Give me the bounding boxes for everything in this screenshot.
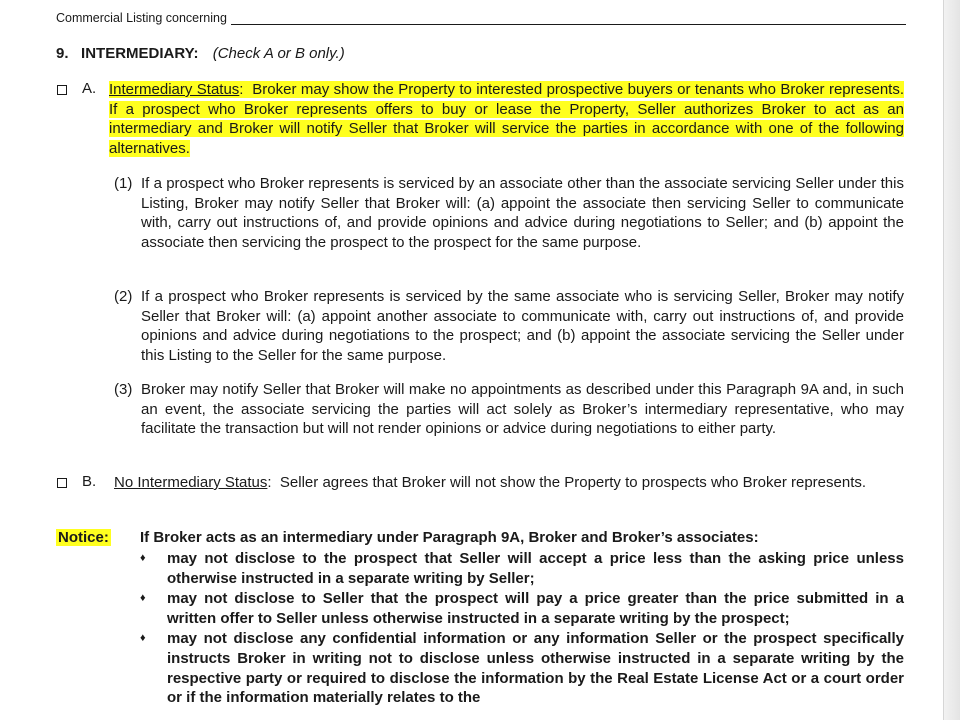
notice-bullet-item — [140, 589, 904, 628]
section-number: 9. — [56, 45, 69, 62]
alternative-3-text: Broker may notify Seller that Broker will make no appointments as described under this Paragraph 9A and, in such an event, the associate servicing the parties will act solely as Broker’s intermediary representative, who may facilitate the transaction but will not render opinions or advice during negotiations to either party. — [141, 381, 904, 438]
option-b-letter: B. — [82, 473, 97, 490]
notice-label: Notice: — [58, 529, 109, 546]
section-note: (Check A or B only.) — [212, 45, 345, 62]
header-fill-line — [231, 12, 906, 25]
diamond-bullet-icon: ♦ — [140, 592, 146, 605]
option-a-paragraph — [109, 80, 904, 158]
alternative-3 — [114, 380, 904, 460]
document-header — [56, 11, 906, 25]
alternative-1 — [114, 174, 904, 274]
option-a-text: Broker may show the Property to interested prospective buyers or tenants who Broker represents. If a prospect who Broker represents offers to buy or lease the Property, Seller authorizes Broker to act as an intermediary and Broker will notify Seller that Broker will service the parties in accordance with one of the following alternatives. — [109, 81, 904, 157]
notice-bullet-item — [140, 549, 904, 588]
option-a-heading: Intermediary Status — [109, 81, 240, 98]
alternative-2-number: (2) — [114, 288, 133, 305]
alternative-2 — [114, 287, 904, 367]
notice-bullet-list — [140, 549, 904, 709]
diamond-bullet-icon: ♦ — [140, 552, 146, 564]
option-b-paragraph — [114, 473, 904, 493]
option-b-heading: No Intermediary Status — [114, 474, 268, 491]
alternative-2-text: If a prospect who Broker represents is serviced by the same associate who is servicing Seller, Broker may notify Seller that Broker will: (a) appoint another associate to communicate with, carry out instructions of, and provide opinions and advice during negotiations to the prospect; and (b) appoint the associate servicing the Seller under this Listing to the Seller for the same purpose. — [141, 288, 904, 364]
notice-intro: If Broker acts as an intermediary under Paragraph 9A, Broker and Broker’s associates: — [140, 529, 759, 546]
header-label: Commercial Listing concerning — [56, 11, 227, 25]
option-a-letter: A. — [82, 80, 97, 97]
notice-bullet-text: may not disclose to Seller that the prospect will pay a price greater than the price submitted in a written offer to Seller unless otherwise instructed in a separate writing by the prospect; — [167, 590, 904, 627]
notice-bullet-text: may not disclose to the prospect that Seller will accept a price less than the asking price unless otherwise instructed in a separate writing by Seller; — [167, 550, 904, 587]
diamond-bullet-icon: ♦ — [140, 632, 146, 645]
section-heading: INTERMEDIARY: — [81, 45, 199, 62]
section-title — [56, 45, 345, 62]
alternative-1-number: (1) — [114, 175, 133, 192]
option-a-checkbox[interactable] — [57, 85, 67, 95]
option-b-heading-colon: : — [267, 474, 272, 491]
page-right-edge — [943, 0, 960, 720]
notice-bullet-text: may not disclose any confidential information or any information Seller or the prospect specifically instructs Broker in writing not to disclose unless otherwise instructed in a separate writing by the respective party or required to disclose the information by the Real Estate License Act or a court order or if the information materially relates to the — [167, 630, 904, 707]
option-b-text: Seller agrees that Broker will not show the Property to prospects who Broker represents. — [279, 474, 867, 491]
alternative-1-text: If a prospect who Broker represents is serviced by an associate other than the associate servicing Seller under this Listing, Broker may notify Seller that Broker will: (a) appoint the associate then servicing Seller to communicate with, carry out instructions of, and provide opinions and advice during negotiations to Seller; and (b) appoint the associate then servicing the prospect to the prospect for the same purpose. — [141, 175, 904, 251]
option-b-checkbox[interactable] — [57, 478, 67, 488]
notice-bullet-item — [140, 629, 904, 707]
option-a-highlight — [109, 81, 904, 157]
alternative-3-number: (3) — [114, 381, 133, 398]
option-a-heading-colon: : — [239, 81, 244, 98]
